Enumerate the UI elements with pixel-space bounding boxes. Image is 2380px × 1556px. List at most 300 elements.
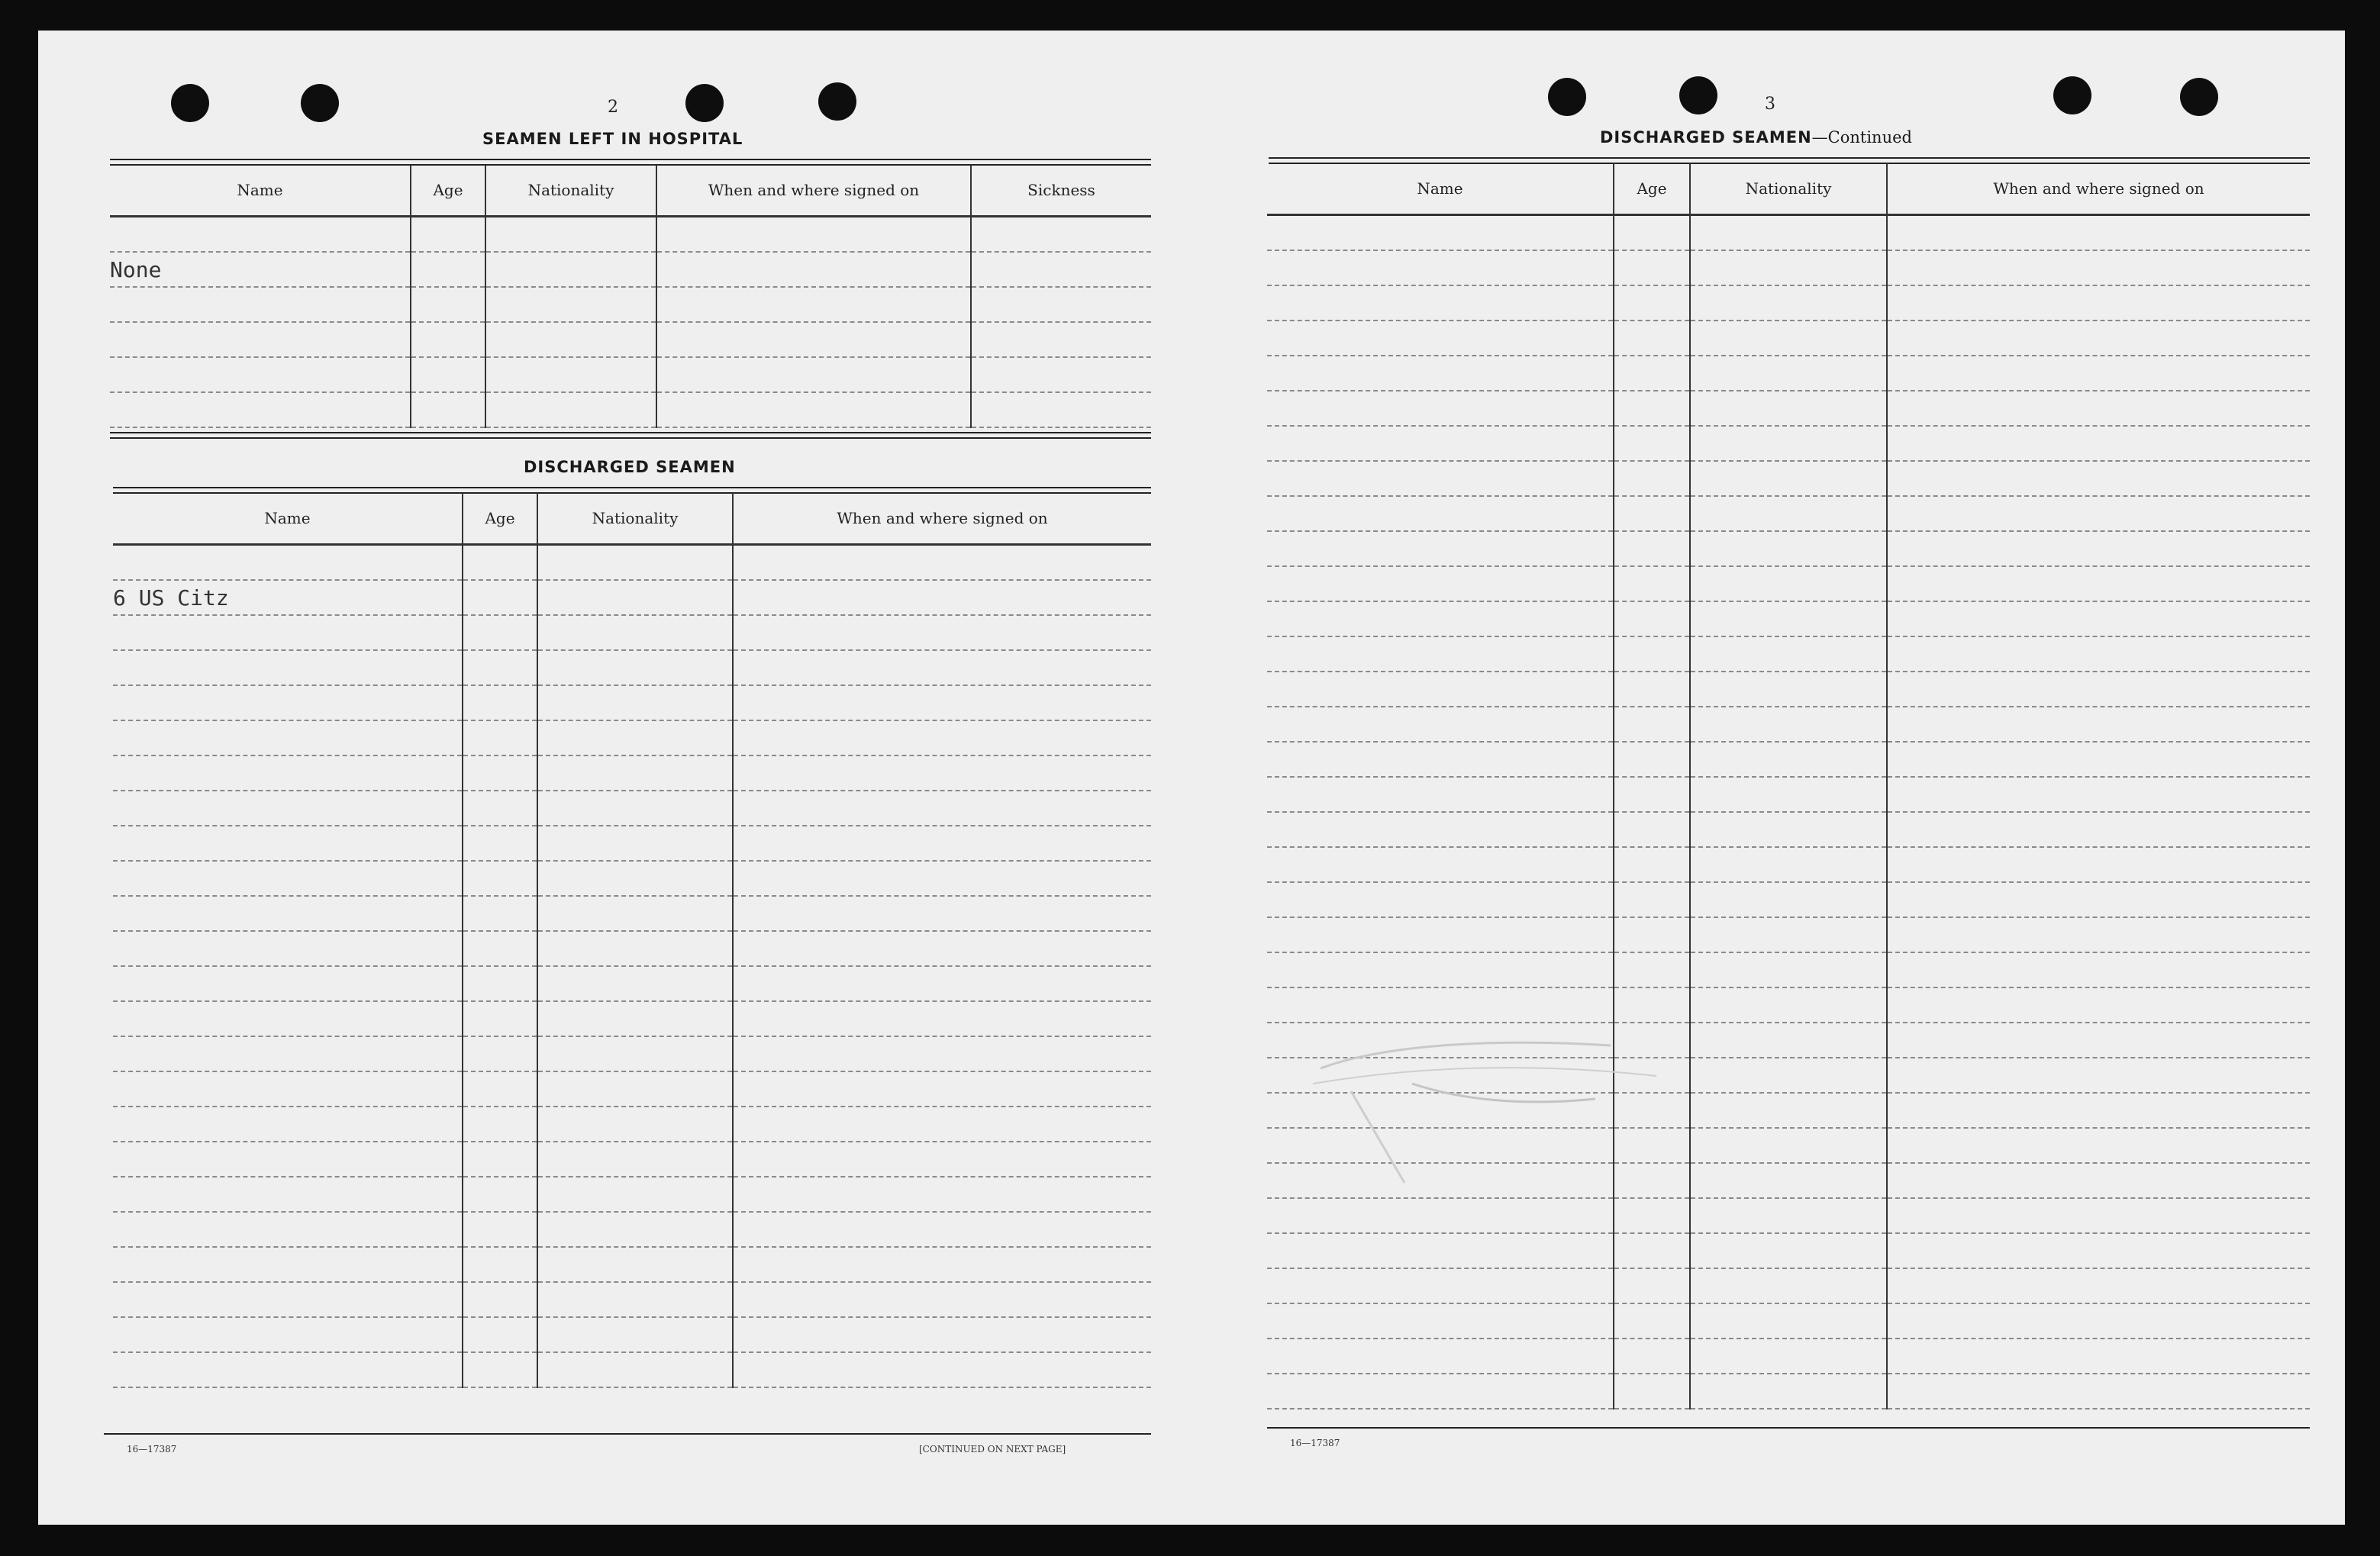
table-row bbox=[110, 252, 1151, 287]
cell-name bbox=[1267, 356, 1614, 391]
cell-age bbox=[1614, 566, 1690, 601]
cell-nationality bbox=[1690, 461, 1887, 496]
cell-signed-on bbox=[733, 1001, 1151, 1036]
cell-signed-on bbox=[1887, 215, 2310, 251]
cell-nationality bbox=[537, 791, 733, 826]
cell-nationality bbox=[537, 580, 733, 615]
cell-signed-on bbox=[733, 1212, 1151, 1247]
table-row bbox=[1267, 461, 2310, 496]
cell-name bbox=[113, 545, 463, 581]
table-row bbox=[1267, 1339, 2310, 1374]
column-header-nationality: Nationality bbox=[1690, 163, 1887, 215]
cell-age bbox=[1614, 882, 1690, 917]
cell-name bbox=[113, 1177, 463, 1212]
cell-nationality bbox=[1690, 426, 1887, 461]
cell-signed-on bbox=[1887, 917, 2310, 952]
cell-name: None bbox=[110, 252, 411, 287]
cell-name bbox=[113, 1212, 463, 1247]
cell-age bbox=[463, 1282, 537, 1317]
cell-signed-on bbox=[1887, 1163, 2310, 1198]
cell-age bbox=[463, 545, 537, 581]
punch-hole bbox=[818, 82, 856, 121]
section-rule bbox=[110, 432, 1151, 439]
cell-nationality bbox=[485, 217, 656, 253]
cell-nationality bbox=[1690, 987, 1887, 1023]
cell-signed-on bbox=[1887, 707, 2310, 742]
cell-age bbox=[463, 1212, 537, 1247]
cell-signed-on bbox=[733, 931, 1151, 966]
cell-signed-on bbox=[1887, 356, 2310, 391]
cell-name bbox=[1267, 1374, 1614, 1409]
cell-name bbox=[113, 791, 463, 826]
table-row bbox=[1267, 496, 2310, 531]
cell-name bbox=[1267, 461, 1614, 496]
column-header-sickness: Sickness bbox=[971, 165, 1151, 217]
cell-nationality bbox=[1690, 1374, 1887, 1409]
cell-age bbox=[463, 755, 537, 791]
cell-age bbox=[1614, 812, 1690, 847]
cell-signed-on bbox=[1887, 250, 2310, 285]
cell-age bbox=[1614, 777, 1690, 812]
cell-age bbox=[463, 931, 537, 966]
cell-signed-on bbox=[656, 392, 971, 427]
cell-name bbox=[1267, 566, 1614, 601]
table-row bbox=[113, 931, 1151, 966]
punch-hole bbox=[1548, 78, 1586, 116]
column-header-nationality: Nationality bbox=[537, 493, 733, 545]
cell-nationality bbox=[537, 1142, 733, 1177]
cell-nationality bbox=[1690, 1339, 1887, 1374]
cell-age bbox=[1614, 1268, 1690, 1303]
cell-age bbox=[1614, 426, 1690, 461]
cell-age bbox=[1614, 636, 1690, 672]
cell-age bbox=[411, 392, 485, 427]
cell-age bbox=[1614, 250, 1690, 285]
cell-nationality bbox=[1690, 1093, 1887, 1128]
cell-signed-on bbox=[733, 1107, 1151, 1142]
punch-hole bbox=[2053, 76, 2091, 114]
cell-signed-on bbox=[733, 1247, 1151, 1282]
column-header-signed-on: When and where signed on bbox=[1887, 163, 2310, 215]
cell-signed-on bbox=[1887, 636, 2310, 672]
cell-age bbox=[463, 896, 537, 931]
cell-age bbox=[1614, 1233, 1690, 1268]
cell-name bbox=[1267, 1233, 1614, 1268]
table-row bbox=[110, 392, 1151, 427]
cell-age bbox=[1614, 1374, 1690, 1409]
table-row bbox=[110, 217, 1151, 253]
table-row bbox=[1267, 707, 2310, 742]
cell-name bbox=[1267, 952, 1614, 987]
cell-name bbox=[113, 685, 463, 720]
cell-nationality bbox=[537, 615, 733, 650]
cell-name bbox=[1267, 215, 1614, 251]
cell-name bbox=[113, 1142, 463, 1177]
form-number: 16—17387 bbox=[127, 1444, 177, 1455]
cell-age bbox=[1614, 742, 1690, 777]
cell-signed-on bbox=[733, 966, 1151, 1001]
cell-nationality bbox=[1690, 917, 1887, 952]
cell-signed-on bbox=[733, 791, 1151, 826]
cell-nationality bbox=[485, 287, 656, 322]
cell-age bbox=[463, 1001, 537, 1036]
cell-signed-on bbox=[733, 896, 1151, 931]
cell-age bbox=[463, 650, 537, 685]
cell-nationality bbox=[1690, 847, 1887, 882]
cell-name bbox=[113, 826, 463, 861]
cell-signed-on bbox=[1887, 496, 2310, 531]
table-row bbox=[1267, 1374, 2310, 1409]
cell-name bbox=[113, 1282, 463, 1317]
cell-name bbox=[1267, 496, 1614, 531]
cell-nationality bbox=[1690, 952, 1887, 987]
cell-nationality bbox=[1690, 1163, 1887, 1198]
title-suffix: —Continued bbox=[1811, 128, 1912, 147]
cell-nationality bbox=[1690, 672, 1887, 707]
cell-signed-on bbox=[656, 287, 971, 322]
column-header-name: Name bbox=[113, 493, 463, 545]
cell-age bbox=[1614, 707, 1690, 742]
cell-age bbox=[1614, 356, 1690, 391]
cell-age bbox=[1614, 285, 1690, 321]
cell-name bbox=[1267, 426, 1614, 461]
cell-signed-on bbox=[733, 826, 1151, 861]
cell-age bbox=[411, 322, 485, 357]
cell-signed-on bbox=[733, 1036, 1151, 1071]
cell-signed-on bbox=[1887, 1233, 2310, 1268]
cell-age bbox=[463, 1107, 537, 1142]
cell-age bbox=[1614, 672, 1690, 707]
cell-nationality bbox=[537, 931, 733, 966]
document-sheet bbox=[38, 31, 2345, 1525]
cell-name bbox=[1267, 672, 1614, 707]
cell-name bbox=[113, 931, 463, 966]
cell-name bbox=[113, 861, 463, 896]
cell-signed-on bbox=[1887, 1374, 2310, 1409]
table-row bbox=[113, 580, 1151, 615]
discharged-table bbox=[113, 493, 1151, 1388]
table-row bbox=[1267, 1303, 2310, 1339]
discharged-continued-table bbox=[1267, 163, 2310, 1409]
cell-name bbox=[1267, 707, 1614, 742]
cell-signed-on bbox=[1887, 531, 2310, 566]
cell-age bbox=[411, 357, 485, 392]
cell-age bbox=[463, 861, 537, 896]
cell-age bbox=[1614, 917, 1690, 952]
column-header-age: Age bbox=[1614, 163, 1690, 215]
cell-signed-on bbox=[733, 685, 1151, 720]
cell-age bbox=[1614, 1303, 1690, 1339]
table-row bbox=[113, 1036, 1151, 1071]
continued-note: [CONTINUED ON NEXT PAGE] bbox=[919, 1444, 1066, 1455]
cell-nationality bbox=[537, 1352, 733, 1387]
cell-nationality bbox=[537, 755, 733, 791]
table-row bbox=[113, 1001, 1151, 1036]
cell-signed-on bbox=[656, 322, 971, 357]
cell-name bbox=[113, 615, 463, 650]
cell-name bbox=[1267, 636, 1614, 672]
cell-age bbox=[1614, 461, 1690, 496]
cell-nationality bbox=[537, 1177, 733, 1212]
table-row bbox=[113, 966, 1151, 1001]
cell-name bbox=[1267, 847, 1614, 882]
cell-signed-on bbox=[1887, 426, 2310, 461]
hospital-table bbox=[110, 165, 1151, 428]
table-row bbox=[113, 1282, 1151, 1317]
cell-age bbox=[1614, 847, 1690, 882]
cell-name bbox=[1267, 250, 1614, 285]
cell-signed-on bbox=[1887, 1268, 2310, 1303]
cell-name bbox=[1267, 1303, 1614, 1339]
table-row bbox=[113, 545, 1151, 581]
cell-signed-on bbox=[656, 252, 971, 287]
cell-nationality bbox=[537, 1001, 733, 1036]
cell-signed-on bbox=[733, 861, 1151, 896]
cell-signed-on bbox=[733, 1177, 1151, 1212]
cell-nationality bbox=[537, 826, 733, 861]
cell-age bbox=[463, 1036, 537, 1071]
cell-nationality bbox=[485, 392, 656, 427]
table-row bbox=[1267, 812, 2310, 847]
cell-signed-on bbox=[1887, 461, 2310, 496]
cell-signed-on bbox=[733, 615, 1151, 650]
cell-nationality bbox=[1690, 636, 1887, 672]
cell-signed-on bbox=[1887, 1339, 2310, 1374]
table-row bbox=[113, 1247, 1151, 1282]
cell-nationality bbox=[1690, 777, 1887, 812]
cell-nationality bbox=[1690, 812, 1887, 847]
cell-nationality bbox=[537, 1317, 733, 1352]
table-row bbox=[113, 1317, 1151, 1352]
cell-signed-on bbox=[733, 580, 1151, 615]
cell-nationality bbox=[1690, 707, 1887, 742]
cell-signed-on bbox=[733, 1071, 1151, 1107]
cell-name bbox=[1267, 531, 1614, 566]
table-row bbox=[113, 1071, 1151, 1107]
column-header-age: Age bbox=[463, 493, 537, 545]
table-row bbox=[113, 755, 1151, 791]
cell-signed-on bbox=[733, 1317, 1151, 1352]
cell-age bbox=[1614, 1339, 1690, 1374]
cell-signed-on bbox=[1887, 285, 2310, 321]
cell-nationality bbox=[537, 966, 733, 1001]
table-row bbox=[113, 861, 1151, 896]
cell-nationality bbox=[537, 720, 733, 755]
table-row bbox=[1267, 952, 2310, 987]
cell-name bbox=[1267, 742, 1614, 777]
cell-nationality bbox=[537, 1212, 733, 1247]
cell-nationality bbox=[1690, 531, 1887, 566]
header-row bbox=[1267, 163, 2310, 215]
table-row bbox=[1267, 250, 2310, 285]
cell-sickness bbox=[971, 392, 1151, 427]
cell-age bbox=[1614, 215, 1690, 251]
table-row bbox=[113, 1107, 1151, 1142]
faint-stamp-mark bbox=[1290, 1007, 1687, 1206]
cell-signed-on bbox=[1887, 391, 2310, 426]
cell-signed-on bbox=[1887, 1093, 2310, 1128]
table-row bbox=[113, 720, 1151, 755]
cell-name bbox=[110, 217, 411, 253]
table-row bbox=[113, 791, 1151, 826]
table-row bbox=[110, 357, 1151, 392]
header-row bbox=[113, 493, 1151, 545]
cell-name bbox=[113, 650, 463, 685]
table-row bbox=[1267, 601, 2310, 636]
cell-name bbox=[1267, 917, 1614, 952]
cell-age bbox=[463, 1317, 537, 1352]
cell-signed-on bbox=[1887, 1023, 2310, 1058]
cell-nationality bbox=[1690, 1303, 1887, 1339]
cell-name bbox=[1267, 285, 1614, 321]
hospital-section-title: SEAMEN LEFT IN HOSPITAL bbox=[482, 130, 743, 148]
table-row bbox=[1267, 742, 2310, 777]
cell-signed-on bbox=[1887, 321, 2310, 356]
cell-age bbox=[463, 826, 537, 861]
right-page-title bbox=[1600, 128, 1912, 147]
cell-name bbox=[113, 1071, 463, 1107]
cell-signed-on bbox=[1887, 847, 2310, 882]
cell-age bbox=[463, 791, 537, 826]
table-row bbox=[1267, 847, 2310, 882]
cell-name bbox=[113, 966, 463, 1001]
cell-age bbox=[463, 1177, 537, 1212]
cell-nationality bbox=[485, 252, 656, 287]
cell-name bbox=[1267, 812, 1614, 847]
header-row bbox=[110, 165, 1151, 217]
table-row bbox=[113, 896, 1151, 931]
cell-nationality bbox=[1690, 1268, 1887, 1303]
cell-nationality bbox=[537, 896, 733, 931]
cell-nationality bbox=[537, 650, 733, 685]
cell-nationality bbox=[1690, 1233, 1887, 1268]
cell-nationality bbox=[537, 1036, 733, 1071]
column-header-name: Name bbox=[1267, 163, 1614, 215]
table-row bbox=[1267, 285, 2310, 321]
title-main: DISCHARGED SEAMEN bbox=[1600, 128, 1812, 147]
punch-hole bbox=[301, 84, 339, 122]
cell-signed-on bbox=[733, 545, 1151, 581]
cell-signed-on bbox=[1887, 812, 2310, 847]
cell-name bbox=[110, 357, 411, 392]
table-row bbox=[113, 1177, 1151, 1212]
cell-age bbox=[1614, 601, 1690, 636]
table-row bbox=[113, 1212, 1151, 1247]
cell-name bbox=[110, 287, 411, 322]
cell-age bbox=[463, 1071, 537, 1107]
cell-name bbox=[113, 1317, 463, 1352]
table-row bbox=[1267, 531, 2310, 566]
cell-signed-on bbox=[656, 357, 971, 392]
cell-name bbox=[113, 1001, 463, 1036]
column-header-name: Name bbox=[110, 165, 411, 217]
table-row bbox=[1267, 672, 2310, 707]
cell-name bbox=[1267, 1339, 1614, 1374]
cell-name bbox=[1267, 1268, 1614, 1303]
cell-nationality bbox=[1690, 391, 1887, 426]
cell-signed-on bbox=[656, 217, 971, 253]
table-row bbox=[113, 685, 1151, 720]
cell-age bbox=[1614, 952, 1690, 987]
cell-name bbox=[110, 392, 411, 427]
cell-age bbox=[411, 287, 485, 322]
cell-nationality bbox=[485, 357, 656, 392]
cell-nationality bbox=[1690, 250, 1887, 285]
cell-signed-on bbox=[1887, 601, 2310, 636]
cell-name bbox=[113, 755, 463, 791]
cell-nationality bbox=[1690, 496, 1887, 531]
table-row bbox=[113, 1352, 1151, 1387]
cell-signed-on bbox=[1887, 1058, 2310, 1093]
table-row bbox=[1267, 356, 2310, 391]
cell-name bbox=[1267, 321, 1614, 356]
cell-name bbox=[113, 1247, 463, 1282]
table-row bbox=[110, 287, 1151, 322]
punch-hole bbox=[685, 84, 724, 122]
cell-nationality bbox=[1690, 566, 1887, 601]
cell-nationality bbox=[537, 1071, 733, 1107]
cell-nationality bbox=[485, 322, 656, 357]
cell-signed-on bbox=[733, 720, 1151, 755]
cell-signed-on bbox=[1887, 777, 2310, 812]
page-number: 3 bbox=[1765, 95, 1775, 114]
cell-name bbox=[113, 720, 463, 755]
cell-nationality bbox=[537, 861, 733, 896]
punch-hole bbox=[171, 84, 209, 122]
bottom-rule bbox=[1267, 1427, 2310, 1429]
cell-signed-on bbox=[733, 1352, 1151, 1387]
cell-nationality bbox=[1690, 882, 1887, 917]
column-header-signed-on: When and where signed on bbox=[656, 165, 971, 217]
table-row bbox=[110, 322, 1151, 357]
cell-name bbox=[1267, 777, 1614, 812]
cell-nationality bbox=[537, 685, 733, 720]
cell-age bbox=[1614, 391, 1690, 426]
cell-name bbox=[1267, 882, 1614, 917]
cell-age bbox=[411, 252, 485, 287]
cell-name: 6 US Citz bbox=[113, 580, 463, 615]
cell-signed-on bbox=[733, 1282, 1151, 1317]
cell-age bbox=[463, 720, 537, 755]
cell-nationality bbox=[1690, 321, 1887, 356]
cell-age bbox=[463, 966, 537, 1001]
punch-hole bbox=[2180, 78, 2218, 116]
cell-nationality bbox=[1690, 1198, 1887, 1233]
column-header-age: Age bbox=[411, 165, 485, 217]
cell-sickness bbox=[971, 217, 1151, 253]
cell-sickness bbox=[971, 322, 1151, 357]
cell-signed-on bbox=[1887, 952, 2310, 987]
cell-nationality bbox=[537, 1107, 733, 1142]
column-header-nationality: Nationality bbox=[485, 165, 656, 217]
cell-signed-on bbox=[733, 650, 1151, 685]
cell-age bbox=[463, 1142, 537, 1177]
table-row bbox=[1267, 391, 2310, 426]
cell-name bbox=[113, 1352, 463, 1387]
table-row bbox=[1267, 636, 2310, 672]
discharged-section-title: DISCHARGED SEAMEN bbox=[524, 458, 736, 476]
table-row bbox=[1267, 1233, 2310, 1268]
cell-nationality bbox=[1690, 215, 1887, 251]
table-row bbox=[1267, 882, 2310, 917]
table-row bbox=[1267, 566, 2310, 601]
punch-hole bbox=[1679, 76, 1717, 114]
cell-signed-on bbox=[1887, 1128, 2310, 1163]
table-row bbox=[1267, 917, 2310, 952]
page-number: 2 bbox=[608, 98, 618, 117]
cell-age bbox=[463, 1247, 537, 1282]
cell-nationality bbox=[1690, 742, 1887, 777]
